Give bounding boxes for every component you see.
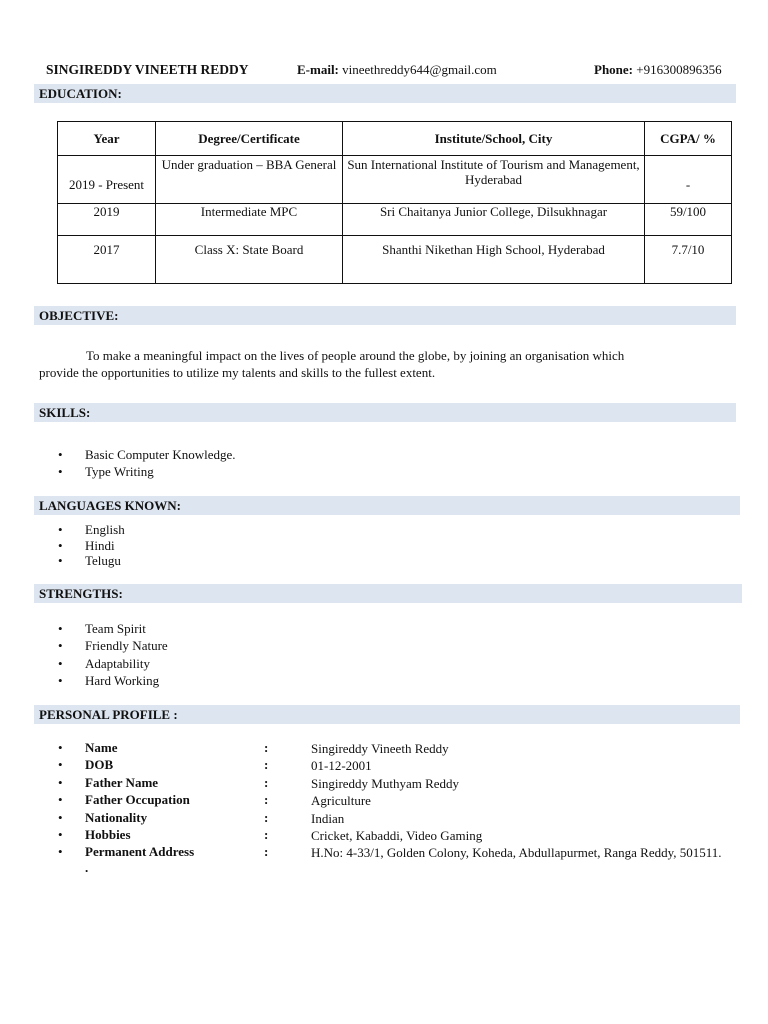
header-cell-year: Year: [58, 122, 156, 156]
table-row: [58, 236, 732, 284]
bullet: •: [58, 826, 63, 842]
candidate-name: SINGIREDDY VINEETH REDDY: [46, 62, 249, 77]
list-item: • Hindi: [58, 538, 125, 554]
phone-value: +916300896356: [636, 62, 722, 77]
bullet: •: [58, 774, 63, 790]
phone-label: Phone:: [594, 62, 633, 77]
cell-institute: Sri Chaitanya Junior College, Dilsukhnagar: [343, 204, 645, 236]
cell-degree: Under graduation – BBA General: [156, 156, 343, 204]
list-item: • Hard Working: [58, 672, 168, 689]
personal-profile: [58, 740, 738, 880]
education-table-header: [58, 122, 732, 156]
section-objective-heading: OBJECTIVE:: [34, 306, 736, 325]
objective-line-2: provide the opportunities to utilize my talents and skills to the fullest extent.: [39, 365, 436, 380]
cell-year: 2017: [58, 236, 156, 284]
cell-year: 2019 - Present: [58, 156, 156, 204]
profile-label: Father Name: [85, 774, 159, 790]
strengths-list: [58, 620, 168, 689]
profile-colon: :: [264, 792, 269, 808]
profile-value: Agriculture: [311, 793, 371, 809]
profile-row: [58, 810, 738, 827]
languages-list: [58, 522, 125, 569]
list-item: • Friendly Nature: [58, 637, 168, 654]
trailing-dot: .: [85, 860, 89, 876]
header-cell-degree: Degree/Certificate: [156, 122, 343, 156]
profile-colon: :: [264, 774, 269, 790]
cell-degree: Intermediate MPC: [156, 204, 343, 236]
skills-list: [58, 446, 236, 481]
bullet: •: [58, 792, 63, 808]
cell-cgpa: 7.7/10: [645, 236, 732, 284]
objective-line-1: To make a meaningful impact on the lives of people around the globe, by joining an organisation which: [86, 348, 625, 363]
email-label: E-mail:: [297, 62, 339, 77]
cell-cgpa: 59/100: [645, 204, 732, 236]
list-item: • Type Writing: [58, 463, 236, 480]
email-value: vineethreddy644@gmail.com: [342, 62, 497, 77]
list-item: • English: [58, 522, 125, 538]
section-education-heading: EDUCATION:: [34, 84, 736, 103]
bullet: •: [58, 844, 63, 860]
profile-value: Singireddy Vineeth Reddy: [311, 741, 449, 756]
bullet: •: [58, 740, 63, 755]
email-line: [297, 62, 497, 78]
profile-colon: :: [264, 826, 269, 842]
profile-row: [58, 827, 738, 844]
bullet: •: [58, 757, 63, 773]
cell-institute: Shanthi Nikethan High School, Hyderabad: [343, 236, 645, 284]
education-table: [57, 121, 732, 284]
section-strengths-heading: STRENGTHS:: [34, 584, 742, 603]
profile-row: [58, 740, 738, 757]
profile-row: [58, 844, 738, 880]
profile-value: H.No: 4-33/1, Golden Colony, Koheda, Abdullapurmet, Ranga Reddy, 501511.: [311, 845, 722, 861]
section-skills-heading: SKILLS:: [34, 403, 736, 422]
profile-value: Singireddy Muthyam Reddy: [311, 775, 460, 791]
profile-label: DOB: [85, 757, 114, 773]
profile-label: Permanent Address: [85, 844, 195, 860]
section-profile-heading: PERSONAL PROFILE :: [34, 705, 740, 724]
profile-label: Father Occupation: [85, 792, 190, 808]
list-item: • Team Spirit: [58, 620, 168, 637]
header-cell-cgpa: CGPA/ %: [645, 122, 732, 156]
profile-value: Indian: [311, 810, 345, 826]
profile-colon: :: [264, 740, 269, 755]
profile-colon: :: [264, 757, 269, 773]
profile-value: Cricket, Kabaddi, Video Gaming: [311, 827, 483, 843]
list-item: • Telugu: [58, 553, 125, 569]
profile-colon: :: [264, 809, 269, 825]
table-row: [58, 156, 732, 204]
profile-row: [58, 792, 738, 809]
profile-row: [58, 775, 738, 792]
profile-colon: :: [264, 844, 269, 860]
list-item: • Basic Computer Knowledge.: [58, 446, 236, 463]
profile-value: 01-12-2001: [311, 758, 372, 774]
phone-line: [594, 62, 722, 78]
table-row: [58, 204, 732, 236]
profile-label: Nationality: [85, 809, 148, 825]
section-languages-heading: LANGUAGES KNOWN:: [34, 496, 740, 515]
cell-year: 2019: [58, 204, 156, 236]
header-cell-institute: Institute/School, City: [343, 122, 645, 156]
bullet: •: [58, 809, 63, 825]
cell-institute: Sun International Institute of Tourism and Management, Hyderabad: [343, 156, 645, 204]
profile-label: Name: [85, 740, 118, 755]
profile-label: Hobbies: [85, 826, 131, 842]
cell-degree: Class X: State Board: [156, 236, 343, 284]
list-item: • Adaptability: [58, 655, 168, 672]
profile-row: [58, 757, 738, 774]
cell-cgpa: -: [645, 156, 732, 204]
